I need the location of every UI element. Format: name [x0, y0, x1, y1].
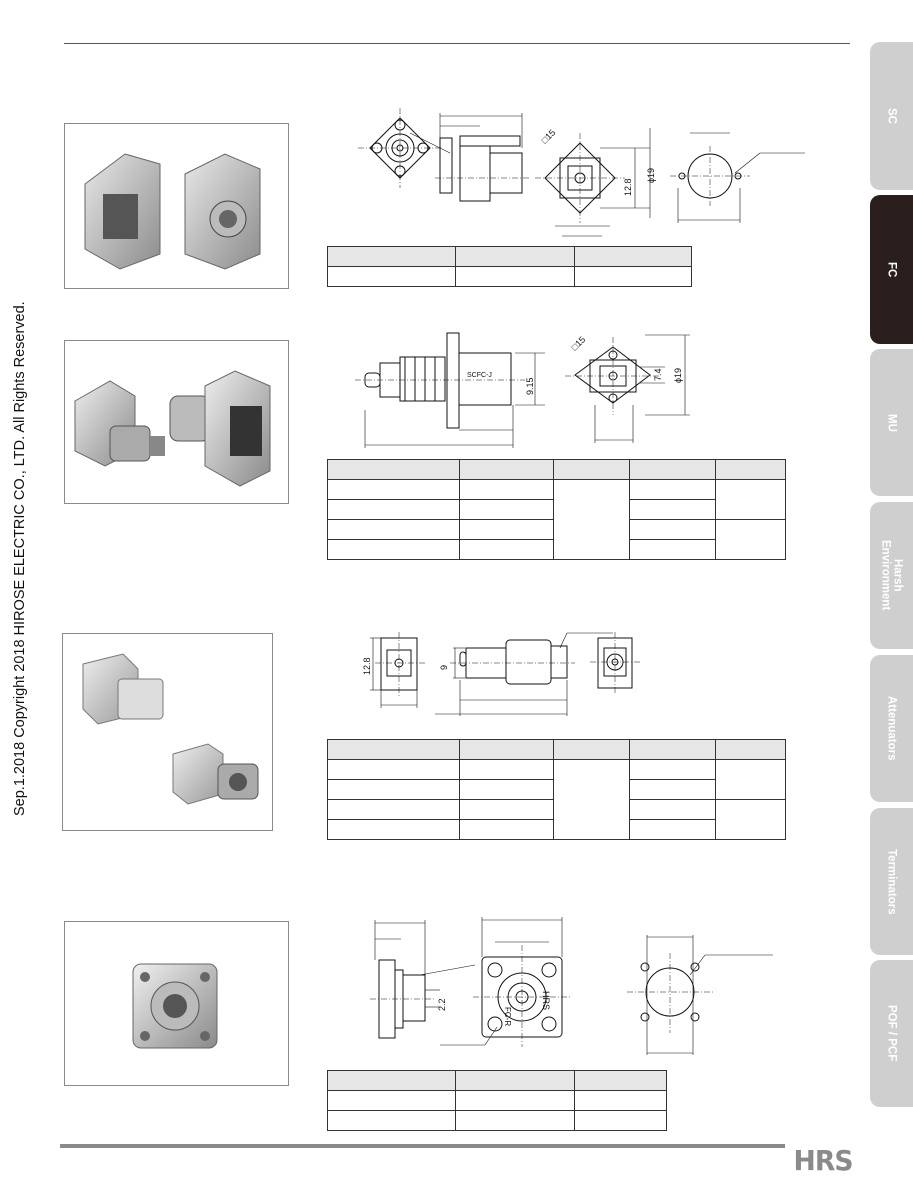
table-cell: [554, 760, 630, 840]
table-cell: [460, 480, 554, 500]
table-cell: [460, 760, 554, 780]
product-photo-3: [62, 633, 273, 831]
table-cell: [328, 460, 460, 480]
table-cell: [630, 780, 716, 800]
dim-height-label-2: 9: [439, 664, 449, 670]
table-cell: [575, 267, 692, 287]
table-row: [328, 480, 786, 500]
dim-height-label: 12.8: [362, 657, 372, 675]
product-photo-2: [64, 340, 289, 504]
dim-height-label: 7.4: [653, 368, 663, 381]
product-photo-4: [64, 921, 289, 1086]
table-cell: [630, 740, 716, 760]
table-row: [328, 1111, 667, 1131]
table-cell: [575, 1071, 667, 1091]
table-cell: [460, 740, 554, 760]
table-cell: [328, 500, 460, 520]
table-cell: [716, 740, 786, 760]
table-cell: [328, 1071, 456, 1091]
spec-table-2: [327, 459, 786, 560]
spec-table-4: [327, 1070, 667, 1131]
table-cell: [328, 520, 460, 540]
table-cell: [460, 780, 554, 800]
table-header-row: [328, 1071, 667, 1091]
table-header-row: [328, 247, 692, 267]
adapter-photo-illustration: [65, 922, 290, 1087]
dim-diameter-label: ϕ19: [673, 367, 683, 383]
table-cell: [460, 800, 554, 820]
table-cell: [456, 1091, 575, 1111]
dim-square-label: □15: [569, 334, 588, 353]
tab-label: Attenuators: [885, 696, 898, 761]
tab-label: POF / PCF: [885, 1005, 898, 1062]
dimension-drawing-2: [355, 325, 715, 450]
table-cell: [456, 1071, 575, 1091]
table-cell: [460, 500, 554, 520]
table-cell: [554, 460, 630, 480]
table-cell: [328, 740, 460, 760]
table-row: [328, 1091, 667, 1111]
table-header-row: [328, 460, 786, 480]
table-cell: [716, 480, 786, 520]
dim-height-label: 12.8: [623, 178, 633, 196]
dim-length-label: 9.15: [525, 377, 535, 395]
table-cell: [630, 820, 716, 840]
marking-label-2: HRS: [541, 991, 551, 1011]
table-cell: [328, 247, 456, 267]
table-cell: [554, 480, 630, 560]
tab-label: SC: [885, 108, 898, 124]
table-cell: [630, 500, 716, 520]
table-cell: [456, 247, 575, 267]
table-cell: [328, 780, 460, 800]
table-cell: [575, 247, 692, 267]
table-cell: [630, 760, 716, 780]
tab-harsh-environment[interactable]: [870, 502, 913, 649]
body-marking-label: SCFC-J: [467, 372, 492, 379]
product-photo-1: [64, 123, 289, 289]
table-cell: [630, 800, 716, 820]
tab-label: Terminators: [885, 848, 898, 915]
table-cell: [630, 460, 716, 480]
table-cell: [630, 480, 716, 500]
tab-mu[interactable]: [870, 349, 913, 496]
dim-diameter-label: ϕ19: [646, 167, 656, 183]
table-cell: [328, 540, 460, 560]
header-rule: [64, 43, 850, 44]
tab-terminators[interactable]: [870, 808, 913, 955]
dim-width-label: 2.2: [437, 998, 447, 1011]
table-cell: [328, 480, 460, 500]
table-cell: [716, 800, 786, 840]
table-row: [328, 267, 692, 287]
table-cell: [460, 540, 554, 560]
adapter-photo-illustration: [65, 124, 290, 290]
marking-label-1: FC-R: [503, 1007, 512, 1027]
table-cell: [456, 267, 575, 287]
spec-table-3: [327, 739, 786, 840]
table-cell: [328, 1091, 456, 1111]
table-cell: [716, 760, 786, 800]
adapter-photo-illustration: [63, 634, 274, 832]
table-cell: [460, 460, 554, 480]
tab-sc[interactable]: [870, 42, 913, 190]
table-cell: [716, 460, 786, 480]
dimension-drawing-1: [330, 108, 810, 243]
adapter-photo-illustration: [65, 341, 290, 505]
table-cell: [554, 740, 630, 760]
table-cell: [328, 800, 460, 820]
table-cell: [328, 267, 456, 287]
table-cell: [456, 1111, 575, 1131]
dimension-drawing-4: [365, 915, 785, 1065]
spec-table-1: [327, 246, 692, 287]
tab-label: MU: [885, 413, 898, 432]
table-cell: [630, 540, 716, 560]
table-cell: [328, 760, 460, 780]
table-header-row: [328, 740, 786, 760]
tab-fc[interactable]: [870, 195, 913, 344]
footer-rule: [60, 1144, 785, 1148]
tab-label: FC: [885, 261, 898, 278]
table-cell: [630, 520, 716, 540]
table-cell: [575, 1111, 667, 1131]
table-cell: [716, 520, 786, 560]
table-cell: [460, 520, 554, 540]
dim-square-label: □15: [539, 127, 558, 146]
table-cell: [328, 1111, 456, 1131]
table-row: [328, 760, 786, 780]
table-cell: [460, 820, 554, 840]
table-cell: [328, 820, 460, 840]
tab-attenuators[interactable]: [870, 655, 913, 802]
tab-pof-pcf[interactable]: [870, 960, 913, 1107]
tab-label: Harsh Environment: [879, 540, 904, 611]
dimension-drawing-3: [355, 630, 655, 720]
hrs-logo: HRS: [793, 1144, 853, 1177]
table-cell: [575, 1091, 667, 1111]
